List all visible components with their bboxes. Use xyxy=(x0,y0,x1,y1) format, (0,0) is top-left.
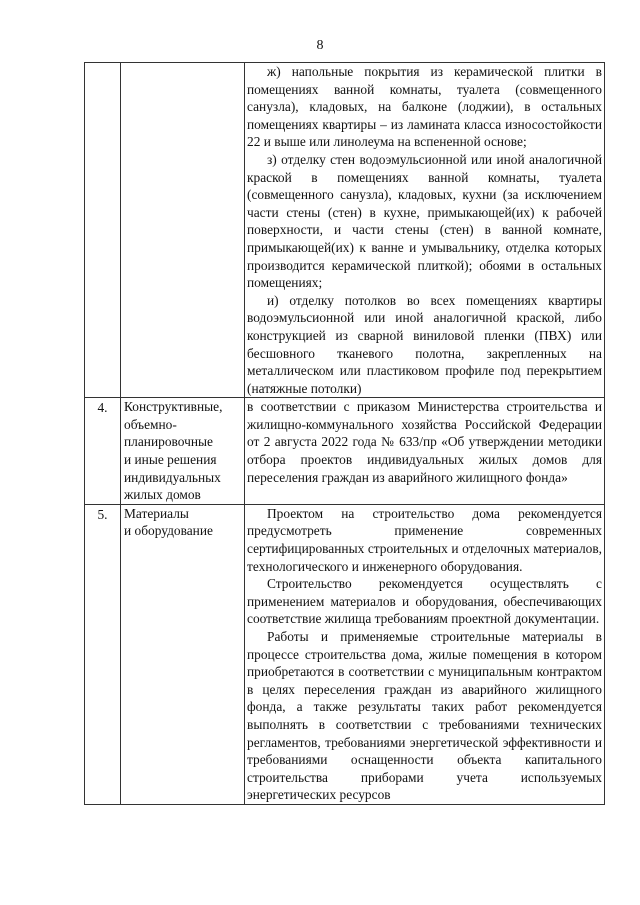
row-content xyxy=(245,398,605,505)
row-number xyxy=(85,63,121,398)
paragraph: Строительство рекомендуется осуществлять с применением материалов и оборудования, обеспечивающих соответствие жилища требованиям проектной документации. xyxy=(247,576,602,627)
row-title-line: жилых домов xyxy=(124,487,201,503)
row-title-line: Конструктивные, xyxy=(124,399,223,415)
row-title-line: планировочные xyxy=(124,434,213,450)
paragraph: з) отделку стен водоэмульсионной или иной аналогичной краской в помещениях ванной комнаты, туалета (совмещенного санузла), кладовых, кухни (за исключением части стены (стен) в кухне, примыкающей(их) к рабочей поверхности, и части стены (стен) в ванной комнате, примыкающей(их) к ванне и умывальнику, отделка которых производится керамической плиткой); обоями в остальных помещениях; xyxy=(247,151,602,291)
table-row xyxy=(85,63,605,398)
row-title-line: и оборудование xyxy=(124,523,213,539)
paragraph: Работы и применяемые строительные материалы в процессе строительства дома, жилые помещения в котором приобретаются в соответствии с муниципальным контрактом в целях переселения граждан из аварийного жилищного фонда, а также результаты таких работ рекомендуется выполнять в соответствии с требованиями технических регламентов, требованиями энергетической эффективности и требованиями оснащенности объекта капитального строительства приборами учета используемых энергетических ресурсов xyxy=(247,629,602,803)
paragraph: Проектом на строительство дома рекомендуется предусмотреть применение современных сертифицированных строительных и отделочных материалов, технологического и инженерного оборудования. xyxy=(247,505,602,574)
row-content xyxy=(245,63,605,398)
row-title-line: объемно- xyxy=(124,416,177,432)
row-number: 5. xyxy=(85,504,121,804)
row-title-line: и иные решения xyxy=(124,452,217,468)
requirements-table xyxy=(84,62,605,805)
row-title-line: индивидуальных xyxy=(124,469,221,485)
row-title xyxy=(121,504,245,804)
row-content xyxy=(245,504,605,804)
row-number: 4. xyxy=(85,398,121,505)
table-row xyxy=(85,504,605,804)
paragraph: ж) напольные покрытия из керамической плитки в помещениях ванной комнаты, туалета (совмещенного санузла), кладовых, на балконе (лоджии), в остальных помещениях квартиры – из ламината класса износостойкости 22 и выше или линолеума на вспененной основе; xyxy=(247,64,602,150)
table-row xyxy=(85,398,605,505)
row-title-line: Материалы xyxy=(124,505,189,521)
row-title xyxy=(121,63,245,398)
row-title xyxy=(121,398,245,505)
page-number: 8 xyxy=(316,38,324,53)
paragraph: и) отделку потолков во всех помещениях квартиры водоэмульсионной или иной аналогичной краской, либо конструкцией из сварной виниловой пленки (ПВХ) или бесшовного тканевого полотна, закрепленных на металлическом или пластиковом профиле под перекрытием (натяжные потолки) xyxy=(247,292,602,396)
paragraph: в соответствии с приказом Министерства строительства и жилищно-коммунального хозяйства Российской Федерации от 2 августа 2022 года № 633/пр «Об утверждении методики отбора проектов индивидуальных жилых домов для переселения граждан из аварийного жилищного фонда» xyxy=(247,399,602,485)
